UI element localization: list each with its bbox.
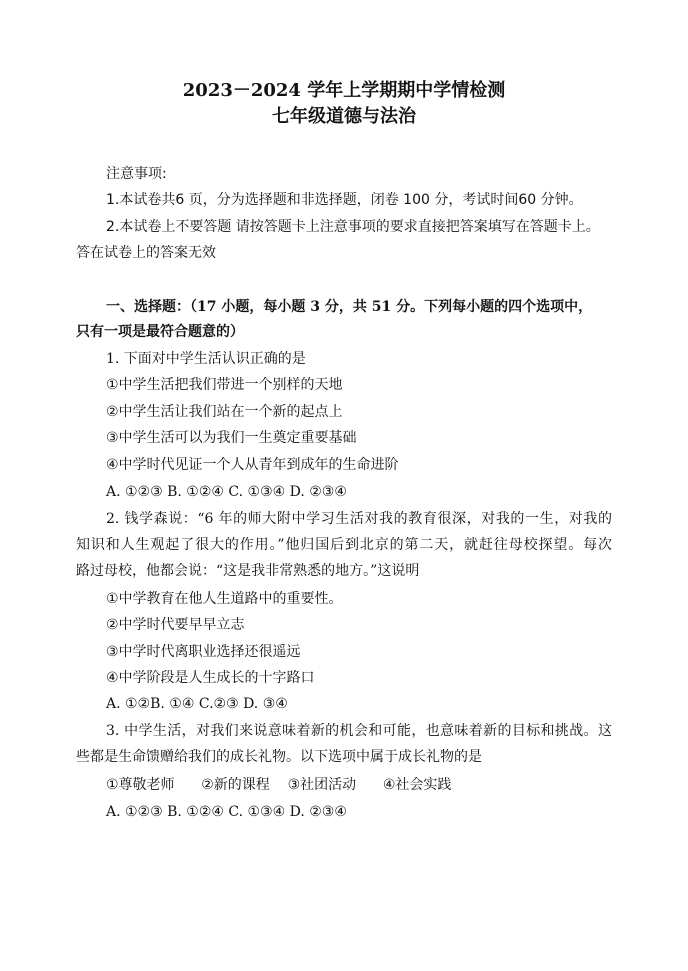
question-2-statement-3: ③中学时代离职业选择还很遥远 — [106, 644, 301, 660]
question-2-statement-2: ②中学时代要早早立志 — [106, 617, 245, 633]
question-1-statement-1: ①中学生活把我们带进一个别样的天地 — [106, 377, 343, 393]
notice-item-1: 1.本试卷共6 页，分为选择题和非选择题，闭卷 100 分，考试时间60 分钟。 — [106, 192, 583, 208]
notice-item-2-line-1: 2.本试卷上不要答题 请按答题卡上注意事项的要求直接把答案填写在答题卡上。 — [106, 219, 600, 235]
question-2-stem-line-3: 路过母校，他都会说：“这是我非常熟悉的地方。”这说明 — [76, 563, 420, 579]
question-3-stem-line-1: 3. 中学生活，对我们来说意味着新的机会和可能，也意味着新的目标和挑战。这 — [106, 723, 612, 739]
question-3-stem-line-2: 些都是生命馈赠给我们的成长礼物。以下选项中属于成长礼物的是 — [76, 749, 482, 765]
question-2-statement-4: ④中学阶段是人生成长的十字路口 — [106, 670, 315, 686]
exam-subject-title: 七年级道德与法治 — [272, 106, 416, 127]
section-heading-line-2: 只有一项是最符合题意的） — [76, 324, 244, 340]
question-1-statement-4: ④中学时代见证一个人从青年到成年的生命进阶 — [106, 457, 399, 473]
notice-heading: 注意事项: — [106, 166, 167, 182]
question-3-options: A. ①②③ B. ①②④ C. ①③④ D. ②③④ — [106, 804, 347, 820]
exam-title: 2023－2024 学年上学期期中学情检测 — [182, 80, 506, 101]
question-2-stem-line-1: 2. 钱学森说：“6 年的师大附中学习生活对我的教育很深，对我的一生，对我的 — [106, 511, 612, 527]
question-1-stem: 1. 下面对中学生活认识正确的是 — [106, 351, 306, 367]
question-2-options: A. ①②B. ①④ C.②③ D. ③④ — [106, 696, 288, 712]
question-1-statement-3: ③中学生活可以为我们一生奠定重要基础 — [106, 430, 357, 446]
question-1-options: A. ①②③ B. ①②④ C. ①③④ D. ②③④ — [106, 484, 347, 500]
section-heading-line-1: 一、选择题：（17 小题，每小题 3 分，共 51 分。下列每小题的四个选项中， — [106, 299, 593, 315]
question-3-statements: ①尊敬老师 ②新的课程 ③社团活动 ④社会实践 — [106, 777, 452, 793]
notice-item-2-line-2: 答在试卷上的答案无效 — [76, 245, 216, 261]
question-1-statement-2: ②中学生活让我们站在一个新的起点上 — [106, 404, 343, 420]
question-2-stem-line-2: 知识和人生观起了很大的作用。”他归国后到北京的第二天，就赶往母校探望。每次 — [76, 537, 612, 553]
question-2-statement-1: ①中学教育在他人生道路中的重要性。 — [106, 591, 343, 607]
